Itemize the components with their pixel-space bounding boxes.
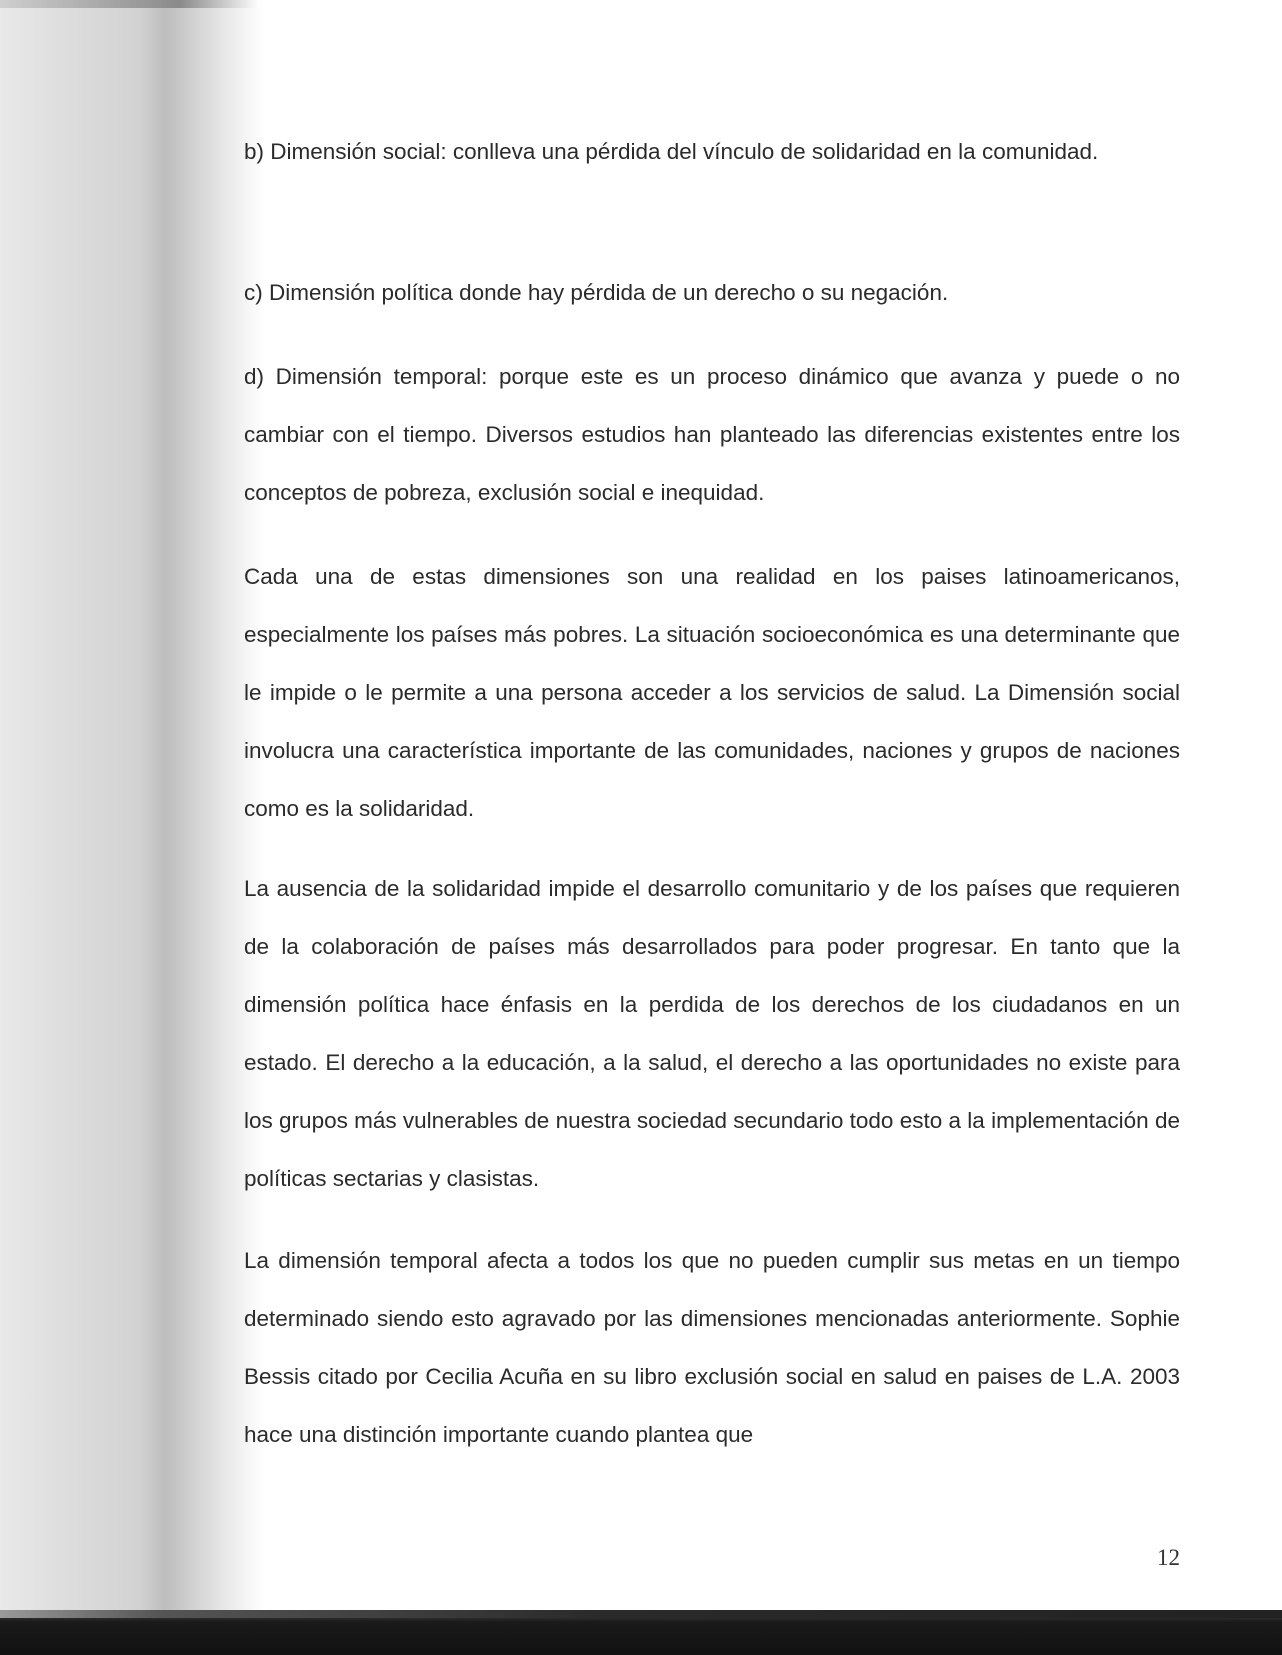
paragraph-dimension-social: b) Dimensión social: conlleva una pérdida del vínculo de solidaridad en la comunidad. (244, 139, 1099, 164)
page-top-edge-shadow (0, 0, 260, 8)
paragraph-ausencia-solidaridad: La ausencia de la solidaridad impide el desarrollo comunitario y de los países que requieren de la colaboración de países más desarrollados para poder progresar. En tanto que la dimensión política hace énfasis en la perdida de los derechos de los ciudadanos en un estado. El derecho a la educación, a la salud, el derecho a las oportunidades no existe para los grupos más vulnerables de nuestra sociedad secundario todo esto a la implementación de políticas sectarias y clasistas. (244, 876, 1180, 1191)
page-number: 12 (1157, 1545, 1180, 1570)
scanner-bottom-edge (0, 1610, 1282, 1655)
paragraph-dimension-politica: c) Dimensión política donde hay pérdida de un derecho o su negación. (244, 280, 949, 305)
paragraph-dimension-temporal-efecto: La dimensión temporal afecta a todos los que no pueden cumplir sus metas en un tiempo determinado siendo esto agravado por las dimensiones mencionadas anteriormente. Sophie Bessis citado por Cecilia Acuña en su libro exclusión social en salud en paises de L.A. 2003 hace una distinción importante cuando plantea que (244, 1248, 1180, 1447)
book-spine-shadow (0, 0, 265, 1655)
paragraph-dimension-temporal: d) Dimensión temporal: porque este es un proceso dinámico que avanza y puede o no cambiar con el tiempo. Diversos estudios han planteado las diferencias existentes entre los conceptos de pobreza, exclusión social e inequidad. (244, 364, 1180, 505)
paragraph-realidad-latinoamericana: Cada una de estas dimensiones son una realidad en los paises latinoamericanos, especialmente los países más pobres. La situación socioeconómica es una determinante que le impide o le permite a una persona acceder a los servicios de salud. La Dimensión social involucra una característica importante de las comunidades, naciones y grupos de naciones como es la solidaridad. (244, 564, 1180, 821)
